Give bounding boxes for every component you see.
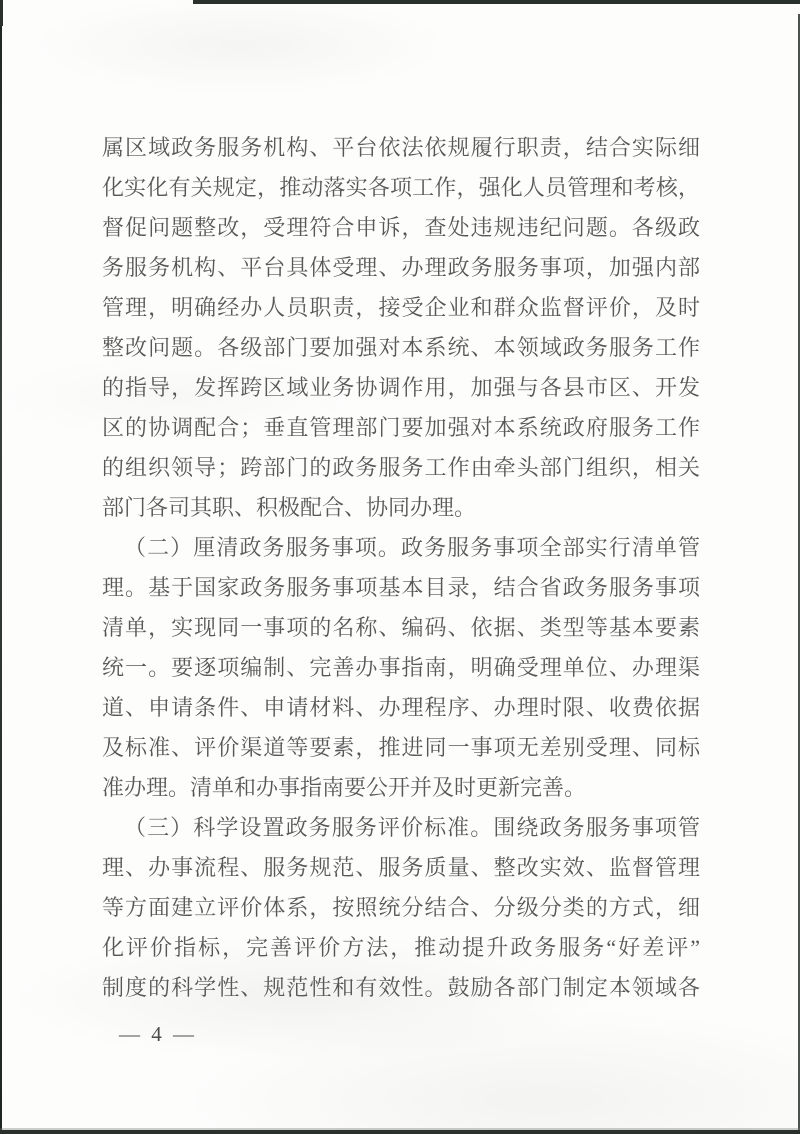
- page-footer: [119, 1014, 197, 1054]
- text-line: 督促问题整改，受理符合申诉，查处违规违纪问题。各级政: [102, 215, 700, 240]
- paragraph: [102, 528, 700, 808]
- text-line: 的指导，发挥跨区域业务协调作用，加强与各县市区、开发: [102, 375, 700, 400]
- text-line: 区的协调配合；垂直管理部门要加强对本系统政府服务工作: [102, 415, 700, 440]
- text-line: 务服务机构、平台具体受理、办理政务服务事项，加强内部: [102, 255, 700, 280]
- text-line: 管理，明确经办人员职责，接受企业和群众监督评价，及时: [102, 295, 700, 320]
- text-line: 整改问题。各级部门要加强对本系统、本领域政务服务工作: [102, 335, 700, 360]
- paragraph: [102, 808, 700, 1008]
- text-line: 等方面建立评价体系，按照统分结合、分级分类的方式，细: [102, 895, 700, 920]
- document-body: [102, 128, 700, 1008]
- text-line: 的组织领导；跨部门的政务服务工作由牵头部门组织，相关: [102, 455, 700, 480]
- text-line: 属区域政务服务机构、平台依法依规履行职责，结合实际细: [102, 135, 700, 160]
- text-line: 化实化有关规定，推动落实各项工作，强化人员管理和考核，: [102, 175, 700, 200]
- text-line: 化评价指标，完善评价方法，推动提升政务服务“好差评”: [102, 935, 700, 960]
- text-line: 部门各司其职、积极配合、协同办理。: [102, 495, 477, 520]
- text-line: （三）科学设置政务服务评价标准。围绕政务服务事项管: [124, 815, 700, 840]
- text-line: 清单，实现同一事项的名称、编码、依据、类型等基本要素: [102, 615, 700, 640]
- paragraph: [102, 128, 700, 528]
- text-line: 制度的科学性、规范性和有效性。鼓励各部门制定本领域各: [102, 975, 700, 1000]
- text-line: 准办理。清单和办事指南要公开并及时更新完善。: [102, 775, 587, 800]
- text-line: 统一。要逐项编制、完善办事指南，明确受理单位、办理渠: [102, 655, 700, 680]
- page-number: — 4 —: [119, 1022, 197, 1046]
- scan-edge-bottom: [0, 1130, 800, 1134]
- scan-edge-top: [193, 0, 800, 4]
- scan-edge-left: [0, 0, 2, 1134]
- scan-corner-mark: [0, 0, 3, 26]
- text-line: 及标准、评价渠道等要素，推进同一事项无差别受理、同标: [102, 735, 700, 760]
- text-line: （二）厘清政务服务事项。政务服务事项全部实行清单管: [124, 535, 700, 560]
- text-line: 理。基于国家政务服务事项基本目录，结合省政务服务事项: [102, 575, 700, 600]
- text-line: 理、办事流程、服务规范、服务质量、整改实效、监督管理: [102, 855, 700, 880]
- text-line: 道、申请条件、申请材料、办理程序、办理时限、收费依据: [102, 695, 700, 720]
